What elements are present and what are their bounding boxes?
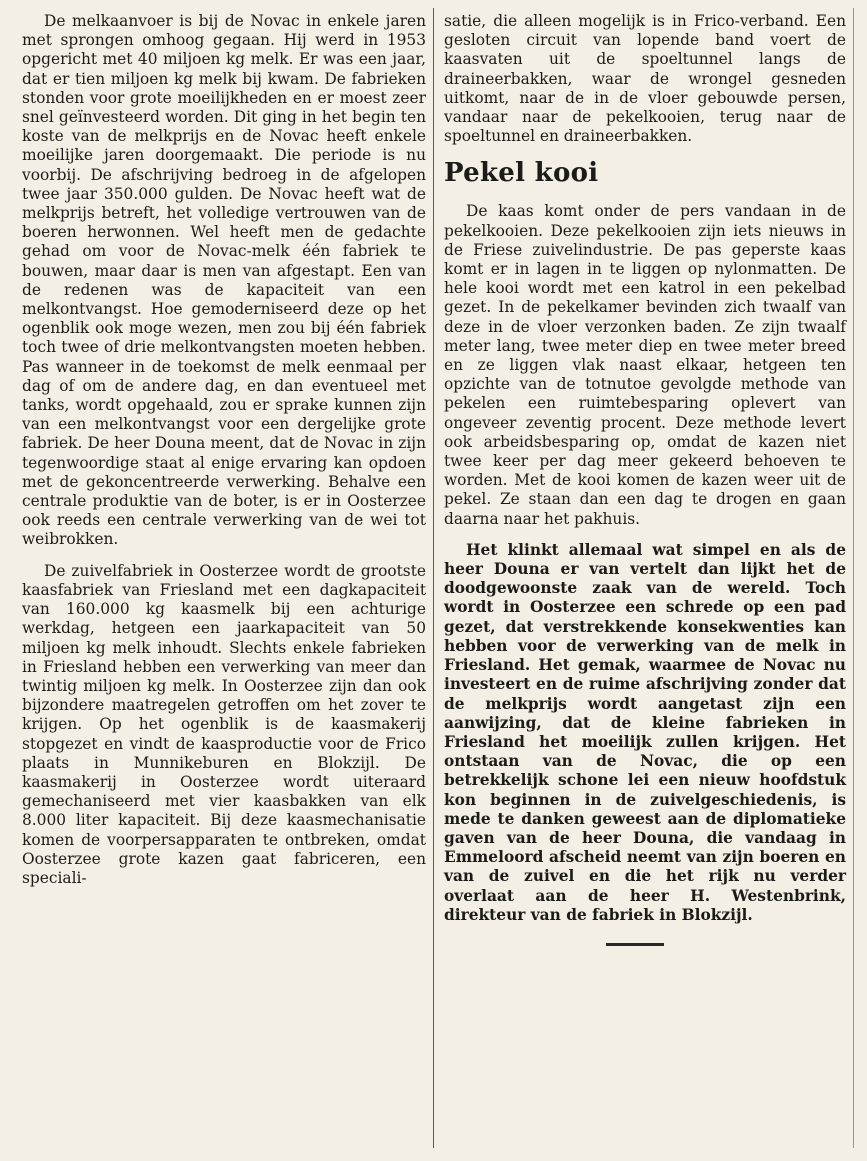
column-divider — [433, 8, 434, 1148]
right-column — [444, 12, 846, 946]
paragraph-closing: Het klinkt allemaal wat simpel en als de heer Douna er van vertelt dan lijkt het de doodgewoonste zaak van de wereld. Toch wordt in Oosterzee een schrede op een pad gezet, dat verstrekkende konsekwenties kan hebben voor de verwerking van de melk in Friesland. Het gemak, waarmee de Novac nu investeert en de ruime afschrijving zonder dat de melkprijs wordt aangetast zijn een aanwijzing, dat de kleine fabrieken in Friesland het moeilijk zullen krijgen. Het ontstaan van de Novac, die op een betrekkelijk schone lei een nieuw hoofdstuk kon beginnen in de zuivelgeschiedenis, is mede te danken geweest aan de diplomatieke gaven van de heer Douna, die vandaag in Emmeloord afscheid neemt van zijn boeren en van de zuivel en die het rijk nu verder overlaat aan de heer H. Westenbrink, direkteur van de fabriek in Blokzijl. — [444, 540, 846, 924]
paragraph-zuivelfabriek: De zuivelfabriek in Oosterzee wordt de grootste kaasfabriek van Friesland met een dagkapaciteit van 160.000 kg kaasmelk bij een achturige werkdag, hetgeen een jaarkapaciteit van 50 miljoen kg melk inhoudt. Slechts enkele fabrieken in Friesland hebben een verwerking van meer dan twintig miljoen kg melk. In Oosterzee zijn dan ook bijzondere maatregelen getroffen om het zover te krijgen. Op het ogenblik is de kaasmakerij stopgezet en vindt de kaasproductie voor de Frico plaats in Munnikeburen en Blokzijl. De kaasmakerij in Oosterzee wordt uiteraard gemechaniseerd met vier kaasbakken van elk 8.000 liter kapaciteit. Bij deze kaasmechanisatie komen de voorpersapparaten te ontbreken, omdat Oosterzee grote kazen gaat fabriceren, een speciali- — [22, 561, 426, 887]
right-edge-rule — [853, 8, 854, 1148]
paragraph-pekelkooi: De kaas komt onder de pers vandaan in de pekelkooien. Deze pekelkooien zijn iets nieuws in de Friese zuivelindustrie. De pas geperste kaas komt er in lagen in te liggen op nylonmatten. De hele kooi wordt met een katrol in een pekelbad gezet. In de pekelkamer bevinden zich twaalf van deze in de vloer verzonken baden. Ze zijn twaalf meter lang, twee meter diep en twee meter breed en ze liggen vlak naast elkaar, hetgeen ten opzichte van de totnutoe gevolgde methode van pekelen een ruimtebesparing oplevert van ongeveer zeventig procent. Deze methode levert ook arbeidsbesparing op, omdat de kazen niet twee keer per dag meer gekeerd behoeven te worden. Met de kooi komen de kazen weer uit de pekel. Ze staan dan een dag te drogen en gaan daarna naar het pakhuis. — [444, 202, 846, 528]
end-of-article-mark — [606, 943, 664, 946]
paragraph-continuation: satie, die alleen mogelijk is in Frico-verband. Een gesloten circuit van lopende band voert de kaasvaten uit de spoeltunnel langs de draineerbakken, waar de wrongel gesneden uitkomt, naar de in de vloer gebouwde persen, vandaar naar de pekelkooien, terug naar de spoeltunnel en draineerbakken. — [444, 12, 846, 146]
paragraph-melkaanvoer: De melkaanvoer is bij de Novac in enkele jaren met sprongen omhoog gegaan. Hij werd in 1953 opgericht met 40 miljoen kg melk. Er was een jaar, dat er tien miljoen kg melk bij kwam. De fabrieken stonden voor grote moeilijkheden en er moest zeer snel geïnvesteerd worden. Dit ging in het begin ten koste van de melkprijs en de Novac heeft enkele moeilijke jaren doorgemaakt. Die periode is nu voorbij. De afschrijving bedroeg in de afgelopen twee jaar 350.000 gulden. De Novac heeft wat de melkprijs betreft, het volledige vertrouwen van de boeren herwonnen. Wel heeft men de gedachte gehad om voor de Novac-melk één fabriek te bouwen, maar daar is men van afgestapt. Een van de redenen was de kapaciteit van een melkontvangst. Hoe gemoderniseerd deze op het ogenblik ook moge wezen, men zou bij één fabriek toch twee of drie melkontvangsten moeten hebben. Pas wanneer in de toekomst de melk eenmaal per dag of om de andere dag, en dan eventueel met tanks, wordt opgehaald, zou er sprake kunnen zijn van een melkontvangst voor een dergelijke grote fabriek. De heer Douna meent, dat de Novac in zijn tegenwoordige staat al enige ervaring kan opdoen met de gekoncentreerde verwerking. Behalve een centrale produktie van de boter, is er in Oosterzee ook reeds een centrale verwerking van de wei tot weibrokken. — [22, 12, 426, 549]
section-heading: Pekel kooi — [444, 158, 599, 189]
left-column — [22, 12, 426, 900]
